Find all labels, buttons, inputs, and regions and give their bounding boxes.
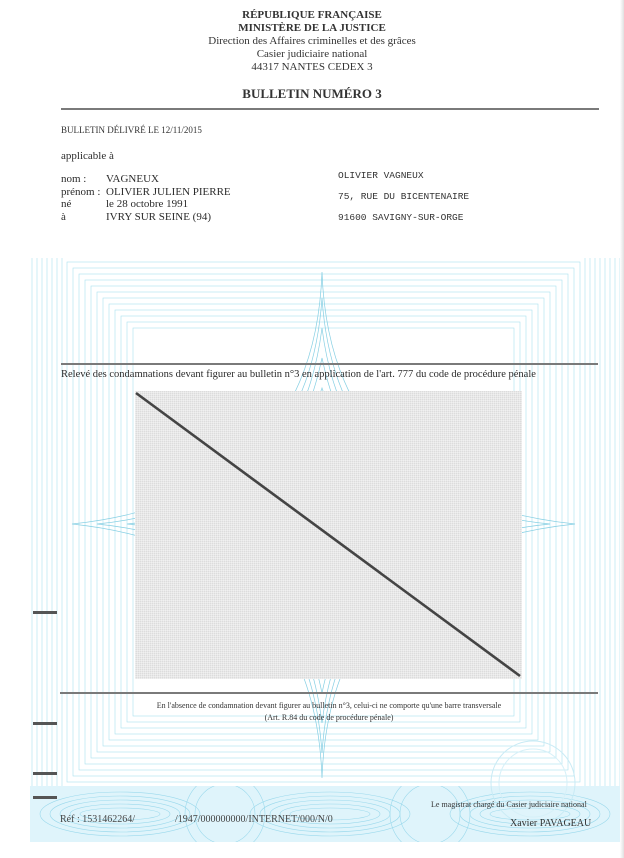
recipient-name: OLIVIER VAGNEUX bbox=[338, 170, 424, 181]
title-divider bbox=[61, 108, 599, 110]
header-direction: Direction des Affaires criminelles et des grâces bbox=[208, 35, 416, 47]
nom-value: VAGNEUX bbox=[106, 173, 159, 185]
header-address: 44317 NANTES CEDEX 3 bbox=[251, 61, 373, 73]
margin-tick bbox=[33, 611, 57, 614]
seal-stamp-icon bbox=[478, 735, 588, 825]
reference-code: /1947/000000000/INTERNET/000/N/0 bbox=[175, 814, 333, 825]
identity-block bbox=[61, 173, 231, 223]
releve-heading: Relevé des condamnations devant figurer au bulletin n°3 en application de l'art. 777 du code de procédure pénale bbox=[61, 369, 536, 380]
prenom-value: OLIVIER JULIEN PIERRE bbox=[106, 185, 231, 198]
birthplace-value: IVRY SUR SEINE (94) bbox=[106, 210, 212, 223]
margin-tick bbox=[33, 722, 57, 725]
margin-tick bbox=[33, 772, 57, 775]
absence-notice bbox=[60, 700, 598, 724]
absence-line-1: En l'absence de condamnation devant figurer au bulletin n°3, celui-ci ne comporte qu'une barre transversale bbox=[156, 701, 502, 710]
reference-number: Réf : 1531462264/ bbox=[60, 814, 135, 825]
recipient-address bbox=[338, 170, 469, 233]
prenom-label: prénom : bbox=[61, 185, 101, 198]
transversal-strike-line bbox=[130, 388, 530, 683]
applicable-label: applicable à bbox=[61, 150, 114, 162]
releve-top-divider bbox=[61, 363, 598, 365]
header-ministry: MINISTÈRE DE LA JUSTICE bbox=[238, 22, 386, 34]
recipient-city: 91600 SAVIGNY-SUR-ORGE bbox=[338, 212, 464, 223]
document-title: BULLETIN NUMÉRO 3 bbox=[242, 86, 382, 101]
signer-name: Xavier PAVAGEAU bbox=[510, 818, 592, 829]
nom-label: nom : bbox=[61, 173, 87, 185]
absence-line-2: (Art. R.84 du code de procédure pénale) bbox=[264, 713, 394, 722]
delivery-date: BULLETIN DÉLIVRÉ LE 12/11/2015 bbox=[61, 125, 202, 135]
scan-edge-shadow bbox=[620, 0, 624, 858]
birth-label: né bbox=[61, 198, 72, 210]
birth-date-value: le 28 octobre 1991 bbox=[106, 198, 189, 210]
magistrat-title: Le magistrat chargé du Casier judiciaire national bbox=[431, 800, 587, 809]
margin-tick bbox=[33, 796, 57, 799]
header-republic: RÉPUBLIQUE FRANÇAISE bbox=[242, 9, 382, 21]
recipient-street: 75, RUE DU BICENTENAIRE bbox=[338, 191, 470, 202]
releve-bottom-divider bbox=[60, 692, 598, 694]
header-casier: Casier judiciaire national bbox=[256, 48, 368, 60]
birthplace-label: à bbox=[61, 210, 66, 223]
issuer-header bbox=[0, 9, 624, 74]
